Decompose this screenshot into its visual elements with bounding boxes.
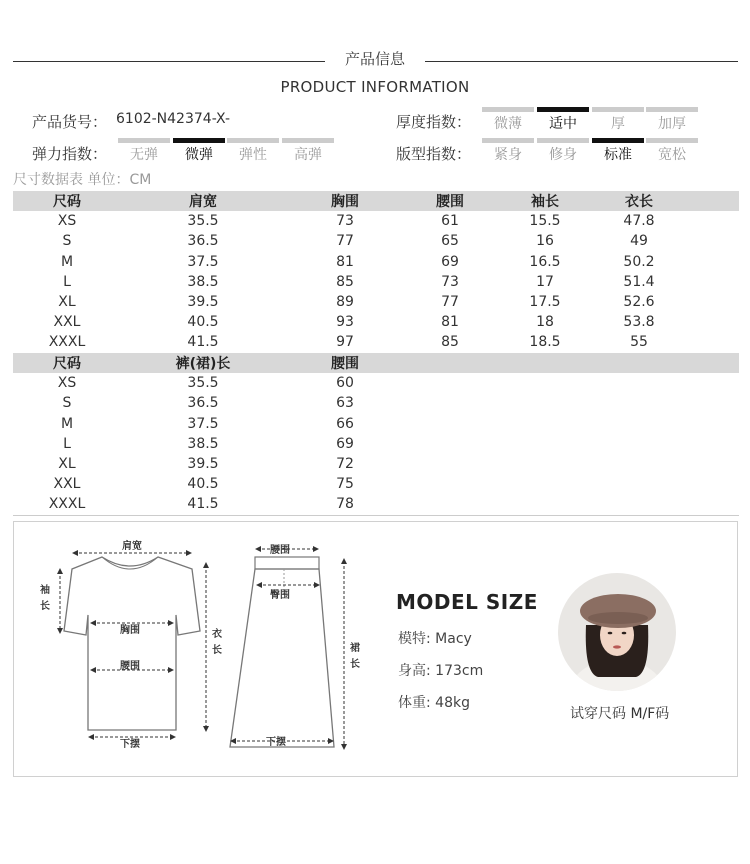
elasticity-label: 弹力指数：	[32, 145, 108, 163]
table-row	[13, 373, 739, 393]
table-header-cell: 袖长	[495, 191, 595, 211]
table-row	[13, 434, 739, 454]
table-cell: 97	[336, 334, 354, 351]
table-cell: 75	[336, 476, 354, 493]
hem-label: 下摆	[120, 739, 140, 750]
elasticity-option-high: 高弹	[282, 138, 334, 164]
table-cell: 61	[441, 213, 459, 230]
table-cell: 77	[336, 233, 354, 250]
table-cell: XXL	[53, 476, 81, 493]
table-cell: 17.5	[529, 294, 561, 311]
thickness-option-extra-thick: 加厚	[646, 107, 698, 133]
table-cell: 16	[536, 233, 554, 250]
table-cell: 50.2	[623, 253, 655, 270]
thickness-label: 厚度指数：	[396, 113, 472, 131]
fit-option-slim: 修身	[537, 138, 589, 164]
table-cell: 69	[441, 253, 459, 270]
table-bottom-rule	[13, 515, 739, 516]
table-cell: 40.5	[187, 314, 219, 331]
table-row	[13, 414, 739, 434]
table-cell: 41.5	[187, 334, 219, 351]
skirt-length-label-2: 长	[350, 659, 360, 670]
model-name: 模特: Macy	[398, 631, 472, 647]
table-cell: M	[60, 253, 74, 270]
fit-option-loose: 宽松	[646, 138, 698, 164]
bottom-size-table	[13, 353, 739, 515]
table-row	[13, 211, 739, 231]
table-cell: XS	[57, 213, 77, 230]
table-cell: 85	[336, 273, 354, 290]
table-cell: 72	[336, 456, 354, 473]
section-title-cn: 产品信息	[344, 50, 405, 68]
skirt-waist-label: 腰围	[270, 545, 290, 556]
table-cell: 93	[336, 314, 354, 331]
table-header-row	[13, 353, 739, 373]
table-header-cell: 肩宽	[121, 191, 285, 211]
table-cell: 73	[441, 273, 459, 290]
table-row	[13, 494, 739, 514]
table-cell: S	[62, 233, 72, 250]
table-cell: 52.6	[623, 294, 655, 311]
table-cell: 51.4	[623, 273, 655, 290]
table-cell: 36.5	[187, 233, 219, 250]
table-header-cell: 腰围	[285, 353, 405, 373]
table-cell: 85	[441, 334, 459, 351]
table-cell: 39.5	[187, 456, 219, 473]
table-cell: 49	[630, 233, 648, 250]
table-cell: 38.5	[187, 435, 219, 452]
skirt-hip-label: 臀围	[270, 590, 290, 601]
skirt-hem-label: 下摆	[266, 737, 286, 748]
model-photo	[558, 573, 676, 691]
waist-label: 腰围	[120, 661, 140, 672]
length-label-2: 长	[212, 645, 222, 656]
table-cell: 38.5	[187, 273, 219, 290]
table-cell: 63	[336, 395, 354, 412]
elasticity-option-elastic: 弹性	[227, 138, 279, 164]
table-row	[13, 454, 739, 474]
table-cell: 15.5	[529, 213, 561, 230]
table-row	[13, 252, 739, 272]
table-header-cell: 胸围	[285, 191, 405, 211]
table-cell: 77	[441, 294, 459, 311]
table-cell: 41.5	[187, 496, 219, 513]
length-label-1: 衣	[212, 629, 222, 640]
table-cell: 17	[536, 273, 554, 290]
table-cell: 37.5	[187, 253, 219, 270]
table-cell: 66	[336, 415, 354, 432]
table-cell: 18.5	[529, 334, 561, 351]
shoulder-label: 肩宽	[122, 541, 142, 552]
product-code-value: 6102-N42374-X-	[116, 111, 230, 127]
table-cell: 35.5	[187, 375, 219, 392]
elasticity-option-slight: 微弹	[173, 138, 225, 164]
chest-label: 胸围	[120, 625, 140, 636]
table-row	[13, 332, 739, 352]
product-code-label: 产品货号：	[32, 113, 108, 131]
fit-label: 版型指数：	[396, 145, 472, 163]
table-row	[13, 231, 739, 251]
table-header-cell: 尺码	[13, 191, 121, 211]
sleeve-label-1: 袖	[40, 585, 50, 596]
skirt-length-label-1: 裙	[350, 643, 360, 654]
table-cell: 81	[441, 314, 459, 331]
table-cell: 81	[336, 253, 354, 270]
thickness-option-medium: 适中	[537, 107, 589, 133]
skirt-diagram	[222, 535, 372, 760]
model-size-title: MODEL SIZE	[396, 590, 538, 614]
model-height: 身高: 173cm	[398, 663, 484, 679]
table-cell: 73	[336, 213, 354, 230]
table-cell: 18	[536, 314, 554, 331]
table-cell: 89	[336, 294, 354, 311]
table-header-cell: 裤(裙)长	[121, 353, 285, 373]
table-cell: 16.5	[529, 253, 561, 270]
try-size-label: 试穿尺码 M/F码	[570, 706, 670, 722]
thickness-option-thin: 微薄	[482, 107, 534, 133]
table-cell: 55	[630, 334, 648, 351]
table-cell: S	[62, 395, 72, 412]
table-cell: XXXL	[48, 496, 86, 513]
sleeve-label-2: 长	[40, 601, 50, 612]
top-size-table	[13, 191, 739, 353]
table-cell: 37.5	[187, 415, 219, 432]
section-title-en: PRODUCT INFORMATION	[280, 78, 470, 96]
table-cell: XXL	[53, 314, 81, 331]
table-row	[13, 474, 739, 494]
table-row	[13, 272, 739, 292]
table-cell: XXXL	[48, 334, 86, 351]
tshirt-diagram	[30, 535, 230, 755]
table-header-cell: 衣长	[595, 191, 683, 211]
table-cell: M	[60, 415, 74, 432]
elasticity-option-none: 无弹	[118, 138, 170, 164]
table-cell: 40.5	[187, 476, 219, 493]
table-cell: 39.5	[187, 294, 219, 311]
size-table-unit: 尺寸数据表 单位：CM	[13, 172, 152, 188]
thickness-option-thick: 厚	[592, 107, 644, 133]
table-cell: 65	[441, 233, 459, 250]
table-header-row	[13, 191, 739, 211]
table-cell: 35.5	[187, 213, 219, 230]
fit-option-standard: 标准	[592, 138, 644, 164]
table-cell: 69	[336, 435, 354, 452]
table-row	[13, 393, 739, 413]
table-cell: L	[63, 435, 71, 452]
table-cell: 78	[336, 496, 354, 513]
table-cell: XS	[57, 375, 77, 392]
table-row	[13, 292, 739, 312]
table-cell: L	[63, 273, 71, 290]
table-row	[13, 312, 739, 332]
table-cell: XL	[58, 294, 76, 311]
table-cell: 60	[336, 375, 354, 392]
table-cell: 36.5	[187, 395, 219, 412]
table-cell: XL	[58, 456, 76, 473]
table-cell: 53.8	[623, 314, 655, 331]
model-weight: 体重: 48kg	[398, 695, 470, 711]
fit-option-tight: 紧身	[482, 138, 534, 164]
table-cell: 47.8	[623, 213, 655, 230]
table-header-cell: 腰围	[405, 191, 495, 211]
table-header-cell: 尺码	[13, 353, 121, 373]
